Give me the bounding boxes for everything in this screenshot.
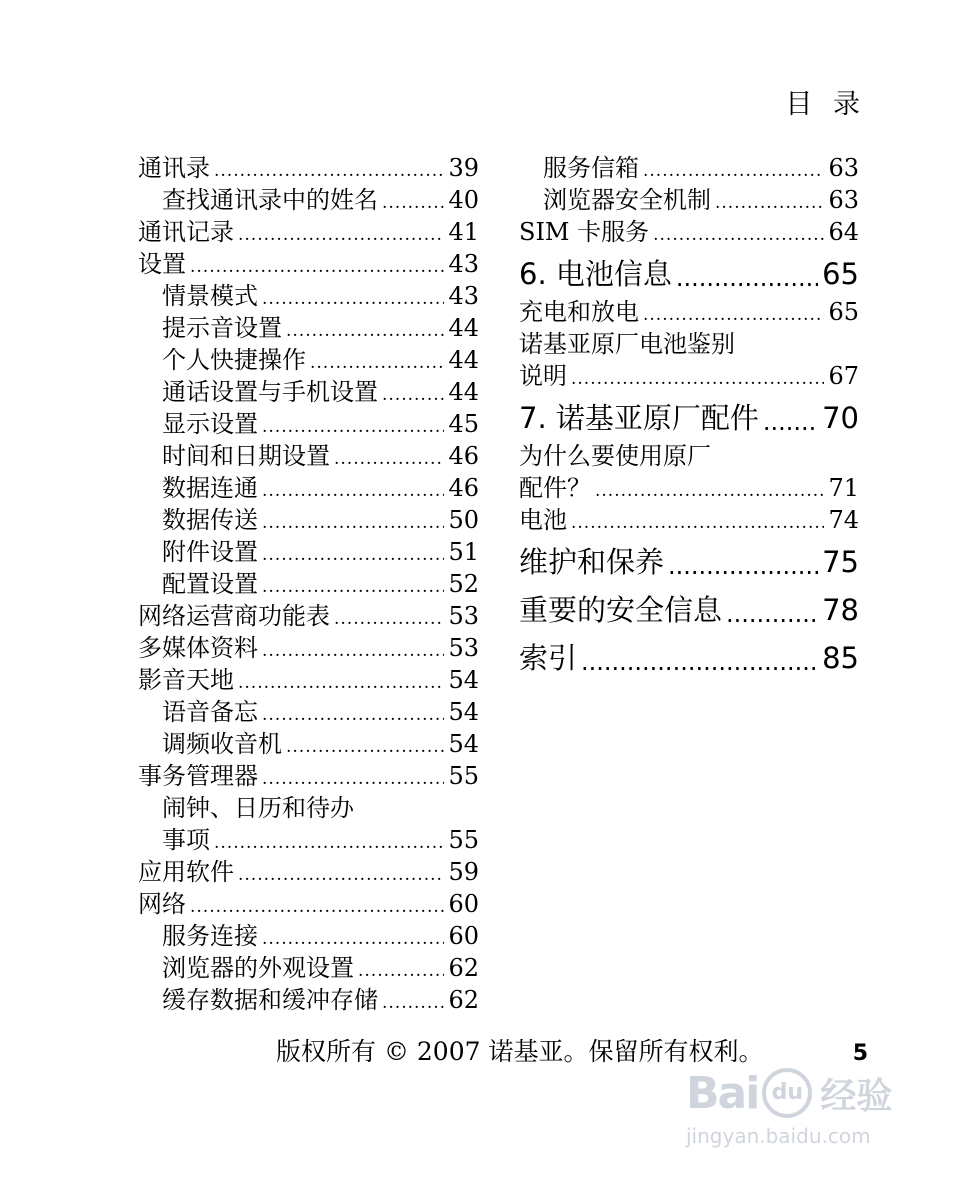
toc-chapter-entry: [519, 588, 859, 632]
toc-entry-page: 44: [448, 378, 479, 406]
toc-entry: [138, 184, 479, 216]
toc-leader-dots: [214, 830, 444, 856]
toc-entry: [138, 472, 479, 504]
toc-entry: [138, 728, 479, 760]
toc-entry-title: 设置: [138, 250, 186, 278]
toc-entry-title: 网络: [138, 890, 186, 918]
toc-entry-title: 网络运营商功能表: [138, 602, 330, 630]
toc-entry-title: 诺基亚原厂电池鉴别: [519, 330, 735, 358]
toc-entry-title-line: [519, 440, 859, 472]
toc-entry: [519, 216, 859, 248]
toc-entry-page: 78: [822, 593, 859, 627]
toc-entry: [138, 248, 479, 280]
toc-entry: [138, 984, 479, 1016]
toc-entry-title: SIM 卡服务: [519, 218, 650, 246]
toc-entry: [138, 824, 479, 856]
toc-entry-title-line: [138, 792, 479, 824]
toc-entry-title: 配置设置: [162, 570, 258, 598]
toc-entry-page: 67: [828, 362, 859, 390]
toc-entry-title: 多媒体资料: [138, 634, 258, 662]
toc-entry: [138, 632, 479, 664]
toc-leader-dots: [726, 596, 818, 632]
toc-leader-dots: [238, 862, 444, 888]
toc-entry-title: 电池: [519, 506, 567, 534]
toc-entry: [519, 152, 859, 184]
toc-entry-page: 45: [448, 410, 479, 438]
toc-leader-dots: [571, 510, 824, 536]
toc-entry: [138, 312, 479, 344]
toc-entry-title: 时间和日期设置: [162, 442, 330, 470]
toc-entry-title: 语音备忘: [162, 698, 258, 726]
toc-entry-page: 75: [822, 545, 859, 579]
page-number: 5: [852, 1041, 868, 1066]
toc-entry-page: 54: [448, 730, 479, 758]
page-footer: [276, 1032, 868, 1068]
toc-entry: [519, 184, 859, 216]
toc-entry-page: 54: [448, 666, 479, 694]
toc-entry: [138, 408, 479, 440]
page-header-title: 目 录: [785, 89, 866, 120]
toc-entry-title-line: [519, 328, 859, 360]
watermark-url: jingyan.baidu.com: [686, 1124, 871, 1148]
toc-entry-page: 85: [822, 641, 859, 675]
toc-leader-dots: [382, 382, 444, 408]
toc-entry-page: 74: [828, 506, 859, 534]
toc-leader-dots: [334, 606, 444, 632]
toc-entry-title: 事务管理器: [138, 762, 258, 790]
toc-entry-page: 64: [828, 218, 859, 246]
toc-entry-title: 服务信箱: [543, 154, 639, 182]
toc-entry-title: 附件设置: [162, 538, 258, 566]
toc-entry: [138, 600, 479, 632]
toc-entry-title: 调频收音机: [162, 730, 282, 758]
toc-entry-title: 为什么要使用原厂: [519, 442, 711, 470]
toc-column-right: [519, 152, 859, 680]
toc-entry: [138, 856, 479, 888]
toc-entry: [138, 760, 479, 792]
watermark-logo-cn: 经验: [820, 1075, 893, 1117]
toc-entry-title: 索引: [519, 641, 578, 675]
toc-leader-dots: [190, 894, 444, 920]
toc-entry-page: 43: [448, 250, 479, 278]
toc-chapter-entry: [519, 636, 859, 680]
toc-entry: [138, 664, 479, 696]
toc-entry-page: 62: [448, 954, 479, 982]
toc-entry-title: 说明: [519, 362, 567, 390]
toc-entry-page: 53: [448, 634, 479, 662]
toc-entry-title: 浏览器的外观设置: [162, 954, 354, 982]
toc-entry-page: 46: [448, 474, 479, 502]
toc-leader-dots: [763, 404, 818, 440]
toc-leader-dots: [676, 260, 818, 296]
toc-entry: [138, 376, 479, 408]
toc-entry-title: 缓存数据和缓冲存储: [162, 986, 378, 1014]
baidu-jingyan-watermark: [686, 1058, 916, 1158]
toc-leader-dots: [643, 302, 824, 328]
toc-entry-page: 41: [448, 218, 479, 246]
toc-entry-page: 46: [448, 442, 479, 470]
toc-entry-title: 数据连通: [162, 474, 258, 502]
toc-leader-dots: [262, 638, 444, 664]
toc-leader-dots: [334, 446, 444, 472]
toc-leader-dots: [262, 510, 444, 536]
toc-entry-title: 维护和保养: [519, 545, 665, 579]
toc-entry-title: 6. 电池信息: [519, 257, 672, 291]
toc-entry: [519, 296, 859, 328]
toc-entry-title: 个人快捷操作: [162, 346, 306, 374]
toc-entry: [138, 216, 479, 248]
toc-entry-title: 通讯录: [138, 154, 210, 182]
toc-leader-dots: [382, 190, 444, 216]
toc-entry-page: 52: [448, 570, 479, 598]
toc-entry: [138, 280, 479, 312]
toc-entry-page: 54: [448, 698, 479, 726]
toc-leader-dots: [262, 926, 444, 952]
toc-entry-page: 59: [448, 858, 479, 886]
toc-entry: [138, 952, 479, 984]
toc-entry: [519, 360, 859, 392]
toc-entry-page: 60: [448, 922, 479, 950]
toc-entry: [138, 504, 479, 536]
toc-entry-page: 62: [448, 986, 479, 1014]
toc-entry: [519, 504, 859, 536]
watermark-logo: [686, 1058, 916, 1128]
toc-leader-dots: [262, 574, 444, 600]
toc-leader-dots: [262, 542, 444, 568]
toc-entry-page: 55: [448, 762, 479, 790]
toc-entry-title: 通话设置与手机设置: [162, 378, 378, 406]
toc-entry-page: 40: [448, 186, 479, 214]
toc-leader-dots: [262, 478, 444, 504]
toc-entry-page: 60: [448, 890, 479, 918]
toc-leader-dots: [382, 990, 444, 1016]
toc-entry: [138, 920, 479, 952]
toc-entry: [138, 440, 479, 472]
toc-leader-dots: [238, 670, 444, 696]
toc-entry: [138, 344, 479, 376]
toc-leader-dots: [262, 766, 444, 792]
toc-entry-page: 50: [448, 506, 479, 534]
toc-entry-page: 63: [828, 186, 859, 214]
toc-entry-page: 39: [448, 154, 479, 182]
toc-leader-dots: [238, 222, 444, 248]
toc-chapter-entry: [519, 252, 859, 296]
toc-entry-page: 70: [822, 401, 859, 435]
toc-entry-title: 7. 诺基亚原厂配件: [519, 401, 759, 435]
paw-icon: du: [762, 1068, 812, 1118]
toc-entry-page: 43: [448, 282, 479, 310]
toc-leader-dots: [653, 222, 824, 248]
toc-entry: [138, 696, 479, 728]
toc-entry-page: 51: [448, 538, 479, 566]
toc-entry: [519, 472, 859, 504]
toc-entry: [138, 152, 479, 184]
copyright-notice: 版权所有 © 2007 诺基亚。保留所有权利。: [276, 1037, 764, 1066]
toc-entry: [138, 888, 479, 920]
toc-entry-title: 配件？: [519, 474, 591, 502]
toc-entry-page: 65: [822, 257, 859, 291]
toc-column-left: [138, 152, 479, 1016]
toc-leader-dots: [310, 350, 444, 376]
toc-leader-dots: [262, 414, 444, 440]
toc-entry-title: 事项: [162, 826, 210, 854]
toc-entry-title: 闹钟、日历和待办: [162, 794, 354, 822]
toc-leader-dots: [286, 734, 444, 760]
toc-entry-page: 65: [828, 298, 859, 326]
toc-entry-page: 63: [828, 154, 859, 182]
toc-leader-dots: [214, 158, 444, 184]
toc-entry-page: 44: [448, 314, 479, 342]
toc-entry-title: 服务连接: [162, 922, 258, 950]
toc-leader-dots: [286, 318, 444, 344]
toc-entry-page: 71: [828, 474, 859, 502]
toc-leader-dots: [715, 190, 824, 216]
toc-leader-dots: [358, 958, 444, 984]
toc-entry-title: 查找通讯录中的姓名: [162, 186, 378, 214]
toc-chapter-entry: [519, 396, 859, 440]
toc-entry-title: 影音天地: [138, 666, 234, 694]
toc-leader-dots: [668, 548, 818, 584]
toc-entry-title: 提示音设置: [162, 314, 282, 342]
toc-leader-dots: [595, 478, 824, 504]
toc-leader-dots: [581, 644, 818, 680]
toc-entry-title: 数据传送: [162, 506, 258, 534]
toc-entry-title: 充电和放电: [519, 298, 639, 326]
watermark-logo-text: Bai: [686, 1067, 759, 1119]
toc-entry-title: 重要的安全信息: [519, 593, 723, 627]
toc-entry: [138, 568, 479, 600]
toc-leader-dots: [190, 254, 444, 280]
toc-leader-dots: [643, 158, 824, 184]
toc-entry-page: 53: [448, 602, 479, 630]
toc-entry-title: 情景模式: [162, 282, 258, 310]
toc-chapter-entry: [519, 540, 859, 584]
toc-entry-title: 浏览器安全机制: [543, 186, 711, 214]
toc-entry-title: 应用软件: [138, 858, 234, 886]
toc-entry: [138, 536, 479, 568]
toc-entry-page: 44: [448, 346, 479, 374]
toc-entry-page: 55: [448, 826, 479, 854]
toc-entry-title: 显示设置: [162, 410, 258, 438]
toc-leader-dots: [262, 286, 444, 312]
toc-leader-dots: [262, 702, 444, 728]
toc-leader-dots: [571, 366, 824, 392]
toc-entry-title: 通讯记录: [138, 218, 234, 246]
